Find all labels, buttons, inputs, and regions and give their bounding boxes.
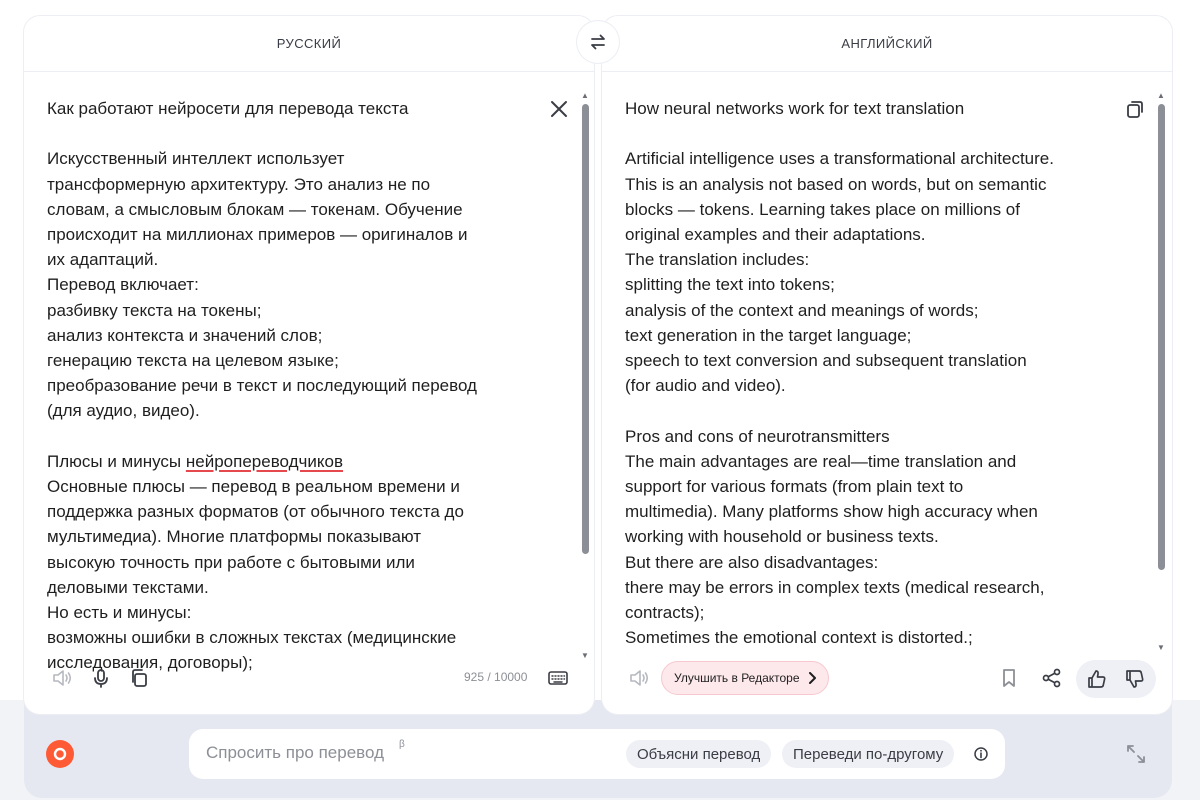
misspelled-word[interactable]: нейропереводчиков bbox=[185, 451, 344, 471]
text-line: speech to text conversion and subsequent translation bbox=[625, 351, 1027, 371]
text-line: How neural networks work for text translation bbox=[625, 99, 965, 118]
character-counter: 925 / 10000 bbox=[464, 670, 528, 684]
scroll-down-icon[interactable]: ▼ bbox=[581, 651, 589, 660]
source-scroll-thumb[interactable] bbox=[582, 104, 589, 554]
scroll-down-icon[interactable]: ▼ bbox=[1157, 643, 1165, 652]
text-line: анализ контекста и значений слов; bbox=[47, 325, 323, 345]
text-line bbox=[625, 121, 1145, 146]
expand-icon[interactable] bbox=[1124, 742, 1148, 766]
text-line: analysis of the context and meanings of words; bbox=[625, 300, 979, 320]
text-line: (for audio and video). bbox=[625, 376, 786, 396]
text-line: Перевод включает: bbox=[47, 275, 199, 295]
speaker-icon[interactable] bbox=[46, 662, 78, 694]
text-line: The translation includes: bbox=[625, 250, 810, 270]
target-panel bbox=[602, 16, 1172, 714]
source-panel bbox=[24, 16, 594, 714]
text-line: working with household or business texts. bbox=[625, 527, 939, 547]
text-line: деловыми текстами. bbox=[47, 577, 209, 597]
source-text-area[interactable] bbox=[47, 96, 547, 676]
text-line: multimedia). Many platforms show high accuracy when bbox=[625, 502, 1038, 522]
rating-group bbox=[1076, 660, 1156, 698]
text-line: there may be errors in complex texts (medical research, bbox=[625, 577, 1045, 597]
text-line: Sometimes the emotional context is distorted.; bbox=[625, 628, 973, 648]
text-line: высокую точность при работе с бытовыми или bbox=[47, 552, 415, 572]
share-icon[interactable] bbox=[1036, 662, 1068, 694]
text-line: Artificial intelligence uses a transformational architecture. bbox=[625, 149, 1054, 169]
text-line: contracts); bbox=[625, 603, 705, 623]
text-line: text generation in the target language; bbox=[625, 325, 912, 345]
speaker-icon[interactable] bbox=[623, 662, 655, 694]
text-line: словам, а смысловым блокам — токенам. Обучение bbox=[47, 199, 463, 219]
text-line: Как работают нейросети для перевода текста bbox=[47, 99, 409, 118]
source-footer bbox=[24, 656, 594, 700]
text-line: исследования, договоры); bbox=[47, 653, 253, 673]
text-line: генерацию текста на целевом языке; bbox=[47, 351, 339, 371]
explain-translation-chip[interactable]: Объясни перевод bbox=[626, 740, 771, 768]
swap-arrows-icon bbox=[588, 32, 608, 52]
text-line: поддержка разных форматов (от обычного текста до bbox=[47, 502, 464, 522]
target-text-area bbox=[625, 96, 1145, 676]
target-scroll-thumb[interactable] bbox=[1158, 104, 1165, 570]
text-line: original examples and their adaptations. bbox=[625, 225, 926, 244]
text-line: blocks — tokens. Learning takes place on millions of bbox=[625, 199, 1020, 219]
clear-text-icon[interactable] bbox=[548, 98, 570, 120]
text-line: возможны ошибки в сложных текстах (медицинские bbox=[47, 628, 457, 648]
alisa-icon bbox=[52, 746, 68, 762]
text-line: support for various formats (from plain text to bbox=[625, 477, 964, 497]
info-icon[interactable] bbox=[973, 746, 989, 762]
improve-in-editor-label: Улучшить в Редакторе bbox=[674, 671, 800, 685]
text-line bbox=[625, 398, 1145, 423]
beta-badge: β bbox=[399, 739, 405, 750]
text-line: их адаптаций. bbox=[47, 250, 159, 270]
ask-box bbox=[189, 729, 1005, 779]
scroll-up-icon[interactable]: ▲ bbox=[1157, 91, 1165, 100]
source-language-label[interactable]: РУССКИЙ bbox=[24, 16, 594, 72]
text-line: (для аудио, видео). bbox=[47, 401, 200, 421]
chevron-right-icon bbox=[808, 672, 816, 684]
text-line: разбивку текста на токены; bbox=[47, 300, 262, 320]
text-line: The main advantages are real—time translation and bbox=[625, 451, 1017, 471]
text-line: происходит на миллионах примеров — оригиналов и bbox=[47, 225, 468, 244]
keyboard-icon[interactable] bbox=[542, 662, 574, 694]
ask-about-translation-input[interactable] bbox=[206, 743, 606, 763]
target-language-label[interactable]: АНГЛИЙСКИЙ bbox=[602, 16, 1172, 72]
bookmark-icon[interactable] bbox=[993, 662, 1025, 694]
thumbs-up-icon[interactable] bbox=[1081, 663, 1113, 695]
copy-icon[interactable] bbox=[123, 662, 155, 694]
swap-languages-button[interactable] bbox=[577, 21, 619, 63]
text-line: But there are also disadvantages: bbox=[625, 552, 879, 572]
text-line bbox=[47, 121, 547, 146]
target-footer bbox=[602, 656, 1172, 700]
thumbs-down-icon[interactable] bbox=[1119, 663, 1151, 695]
text-line: splitting the text into tokens; bbox=[625, 275, 835, 295]
target-scrollbar[interactable] bbox=[1156, 88, 1166, 668]
text-line: преобразование речи в текст и последующий перевод bbox=[47, 376, 477, 396]
text-line: Pros and cons of neurotransmitters bbox=[625, 426, 890, 446]
microphone-icon[interactable] bbox=[85, 662, 117, 694]
improve-in-editor-button[interactable] bbox=[661, 661, 829, 695]
text-line: мультимедиа). Многие платформы показывают bbox=[47, 527, 422, 547]
alisa-logo[interactable] bbox=[46, 740, 74, 768]
text-line: Плюсы и минусы нейропереводчиков bbox=[47, 451, 344, 471]
source-scrollbar[interactable] bbox=[580, 88, 590, 668]
text-line: Основные плюсы — перевод в реальном времени и bbox=[47, 477, 460, 497]
translate-differently-chip[interactable]: Переведи по-другому bbox=[782, 740, 954, 768]
text-line: Но есть и минусы: bbox=[47, 603, 192, 623]
text-line: Искусственный интеллект использует bbox=[47, 149, 345, 169]
scroll-up-icon[interactable]: ▲ bbox=[581, 91, 589, 100]
text-line: This is an analysis not based on words, but on semantic bbox=[625, 174, 1047, 194]
text-line: трансформерную архитектуру. Это анализ не по bbox=[47, 174, 431, 194]
text-line bbox=[47, 424, 547, 449]
